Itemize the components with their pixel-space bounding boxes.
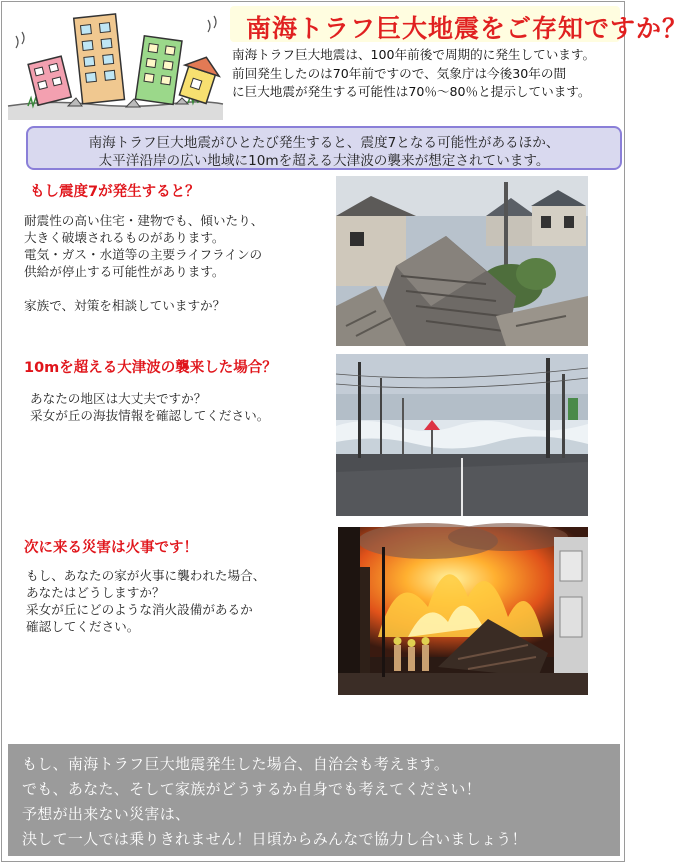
section-title-fire: 次に来る災害は火事です！ (24, 540, 198, 556)
section-body-earthquake (24, 212, 263, 314)
footer-line: 決して一人では乗りきれません！日頃からみんなで協力し合いましょう！ (22, 830, 527, 848)
body-line (24, 280, 263, 297)
warning-banner (26, 126, 622, 170)
body-line: 采女が丘にどのような消火設備があるか (26, 602, 253, 617)
body-line: 家族で、対策を相談していますか？ (24, 298, 226, 313)
section-title-tsunami: 10mを超える大津波の襲来した場合？ (24, 360, 277, 376)
intro-line: 前回発生したのは70年前ですので、気象庁は今後30年の間 (232, 65, 567, 81)
body-line: 電気・ガス・水道等の主要ライフラインの (24, 247, 263, 262)
tsunami-photo (336, 354, 588, 516)
collapsing-buildings-illustration (8, 8, 223, 120)
body-line: あなたはどうしますか？ (26, 585, 165, 600)
section-title-earthquake: もし震度7が発生すると？ (30, 184, 200, 200)
section-body-fire (26, 567, 265, 635)
body-line: 大きく破壊されるものがあります。 (24, 230, 225, 245)
body-line: もし、あなたの家が火事に襲われた場合、 (26, 568, 266, 583)
page-title: 南海トラフ巨大地震をご存知ですか？ (246, 14, 688, 43)
fire-photo (338, 527, 588, 695)
body-line: 確認してください。 (26, 619, 140, 634)
body-line: 供給が停止する可能性があります。 (24, 264, 225, 279)
footer-line: でも、あなた、そして家族がどうするか自身でも考えてください！ (22, 780, 482, 798)
page-title-box (230, 6, 688, 43)
banner-line: 南海トラフ巨大地震がひとたび発生すると、震度7となる可能性があるほか、 (88, 135, 560, 151)
intro-text (232, 46, 624, 102)
body-line: 采女が丘の海抜情報を確認してください。 (30, 408, 270, 423)
earthquake-damage-photo (336, 176, 588, 346)
body-line: あなたの地区は大丈夫ですか？ (30, 391, 207, 406)
intro-line: 南海トラフ巨大地震は、100年前後で周期的に発生しています。 (232, 47, 596, 62)
banner-line: 太平洋沿岸の広い地域に10mを超える大津波の襲来が想定されています。 (98, 153, 550, 169)
footer-message (8, 744, 620, 856)
body-line: 耐震性の高い住宅・建物でも、傾いたり、 (24, 213, 264, 228)
footer-line: もし、南海トラフ巨大地震発生した場合、自治会も考えます。 (22, 755, 450, 773)
footer-line: 予想が出来ない災害は、 (22, 805, 191, 823)
section-body-tsunami (30, 390, 269, 424)
intro-line: に巨大地震が発生する可能性は70％～80％と提示しています。 (232, 84, 591, 99)
